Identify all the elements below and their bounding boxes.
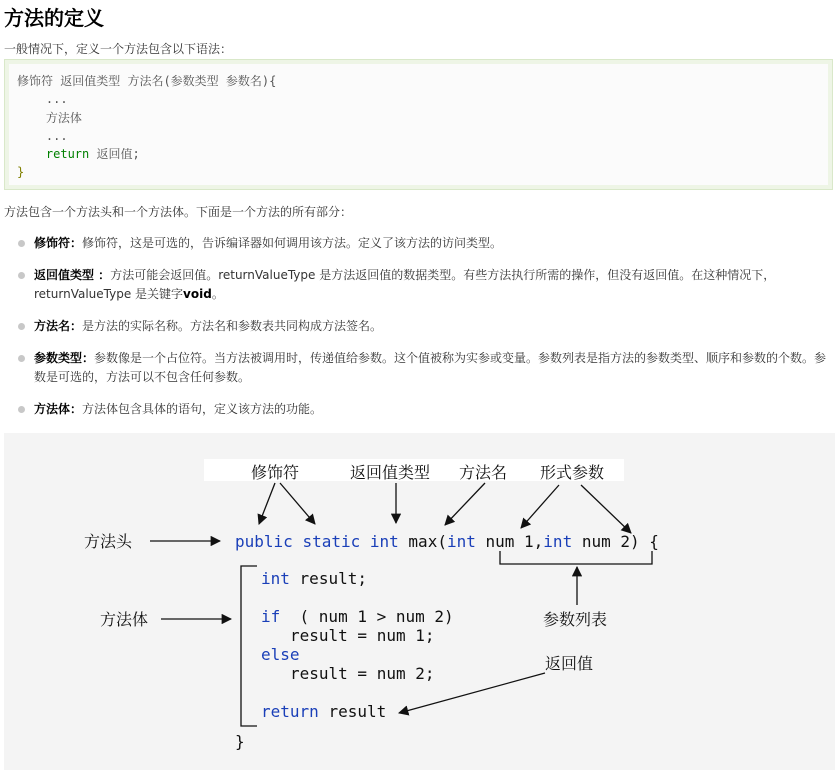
code-param1-type: int bbox=[446, 532, 476, 551]
method-diagram bbox=[4, 433, 835, 770]
label-method-body: 方法体 bbox=[100, 610, 149, 629]
syntax-return-rest: 返回值; bbox=[89, 147, 140, 162]
item-term: 修饰符： bbox=[34, 236, 83, 250]
code-kw-static: static bbox=[302, 532, 361, 551]
code-close-brace: } bbox=[235, 732, 245, 751]
list-item bbox=[18, 317, 833, 336]
code-kw: if bbox=[261, 607, 281, 626]
item-text: 方法体包含具体的语句，定义该方法的功能。 bbox=[82, 402, 323, 416]
label-return-type: 返回值类型 bbox=[350, 463, 431, 482]
bullet-icon bbox=[18, 406, 25, 413]
list-item bbox=[18, 349, 833, 387]
syntax-close-brace: } bbox=[17, 165, 25, 180]
code-signature bbox=[235, 532, 659, 551]
code-kw: return bbox=[261, 702, 319, 721]
arrow-param-1 bbox=[521, 485, 559, 528]
item-tail: 。 bbox=[211, 287, 224, 301]
item-text: 修饰符，这是可选的，告诉编译器如何调用该方法。定义了该方法的访问类型。 bbox=[82, 236, 503, 250]
bullet-icon bbox=[18, 323, 25, 330]
code-kw-int: int bbox=[369, 532, 399, 551]
arrow-param-2 bbox=[581, 485, 631, 533]
label-method-name: 方法名 bbox=[459, 463, 508, 482]
arrow-modifier-public bbox=[259, 483, 275, 524]
code-kw: int bbox=[261, 569, 290, 588]
label-modifier: 修饰符 bbox=[251, 463, 300, 482]
syntax-line-3: 方法体 bbox=[17, 110, 82, 125]
arrow-modifier-static bbox=[280, 483, 315, 524]
syntax-code-block bbox=[4, 59, 833, 190]
page-title: 方法的定义 bbox=[4, 6, 104, 30]
label-method-head: 方法头 bbox=[84, 532, 133, 551]
item-term: 参数类型： bbox=[34, 351, 95, 365]
code-kw-public: public bbox=[235, 532, 293, 551]
code-text: result bbox=[328, 702, 387, 721]
code-body-line-4: else bbox=[261, 645, 300, 664]
code-body-line-5: result = num 2; bbox=[290, 664, 435, 683]
method-diagram-svg bbox=[4, 433, 835, 770]
code-body-line-3: result = num 1; bbox=[290, 626, 435, 645]
label-return-value: 返回值 bbox=[545, 654, 594, 673]
item-term: 返回值类型 ： bbox=[34, 268, 111, 282]
code-body-line-6 bbox=[261, 702, 386, 721]
item-text: 是方法的实际名称。方法名和参数表共同构成方法签名。 bbox=[82, 319, 383, 333]
bullet-icon bbox=[18, 355, 25, 362]
bullet-icon bbox=[18, 240, 25, 247]
method-body-bracket bbox=[241, 566, 257, 726]
parts-list bbox=[18, 234, 833, 432]
item-term: 方法名： bbox=[34, 319, 83, 333]
syntax-return-keyword: return bbox=[45, 147, 90, 162]
code-text: ( num 1 > num 2) bbox=[299, 607, 454, 626]
code-method-name: max( bbox=[408, 532, 447, 551]
list-item bbox=[18, 266, 833, 304]
code-text: result; bbox=[299, 569, 367, 588]
code-param2-type: int bbox=[543, 532, 573, 551]
param-list-bracket bbox=[500, 551, 652, 564]
label-param-list: 参数列表 bbox=[543, 610, 608, 629]
code-body-line-2 bbox=[261, 607, 454, 626]
item-text: 参数像是一个占位符。当方法被调用时，传递值给参数。这个值被称为实参或变量。参数列表是指方法的参数类型、顺序和参数的个数。参数是可选的，方法可以不包含任何参数。 bbox=[34, 351, 827, 384]
list-item bbox=[18, 234, 833, 253]
bullet-icon bbox=[18, 272, 25, 279]
list-item bbox=[18, 400, 833, 419]
code-param2-name: num 2) { bbox=[581, 532, 659, 551]
intro-text: 一般情况下，定义一个方法包含以下语法： bbox=[4, 42, 233, 56]
syntax-line-2: ... bbox=[17, 92, 68, 107]
item-term: 方法体： bbox=[34, 402, 83, 416]
code-body-line-1 bbox=[261, 569, 367, 588]
code-param1-name: num 1, bbox=[485, 532, 544, 551]
label-formal-params: 形式参数 bbox=[540, 463, 605, 482]
parts-intro-text: 方法包含一个方法头和一个方法体。下面是一个方法的所有部分： bbox=[4, 205, 353, 219]
item-text: 方法可能会返回值。returnValueType 是方法返回值的数据类型。有些方法执行所需的操作，但没有返回值。在这种情况下，returnValueType 是关键字 bbox=[34, 268, 776, 301]
syntax-line-4: ... bbox=[17, 128, 68, 143]
arrow-method-name bbox=[445, 483, 485, 525]
item-tail-bold: void bbox=[183, 287, 212, 301]
syntax-line-1: 修饰符 返回值类型 方法名(参数类型 参数名){ bbox=[17, 74, 277, 88]
